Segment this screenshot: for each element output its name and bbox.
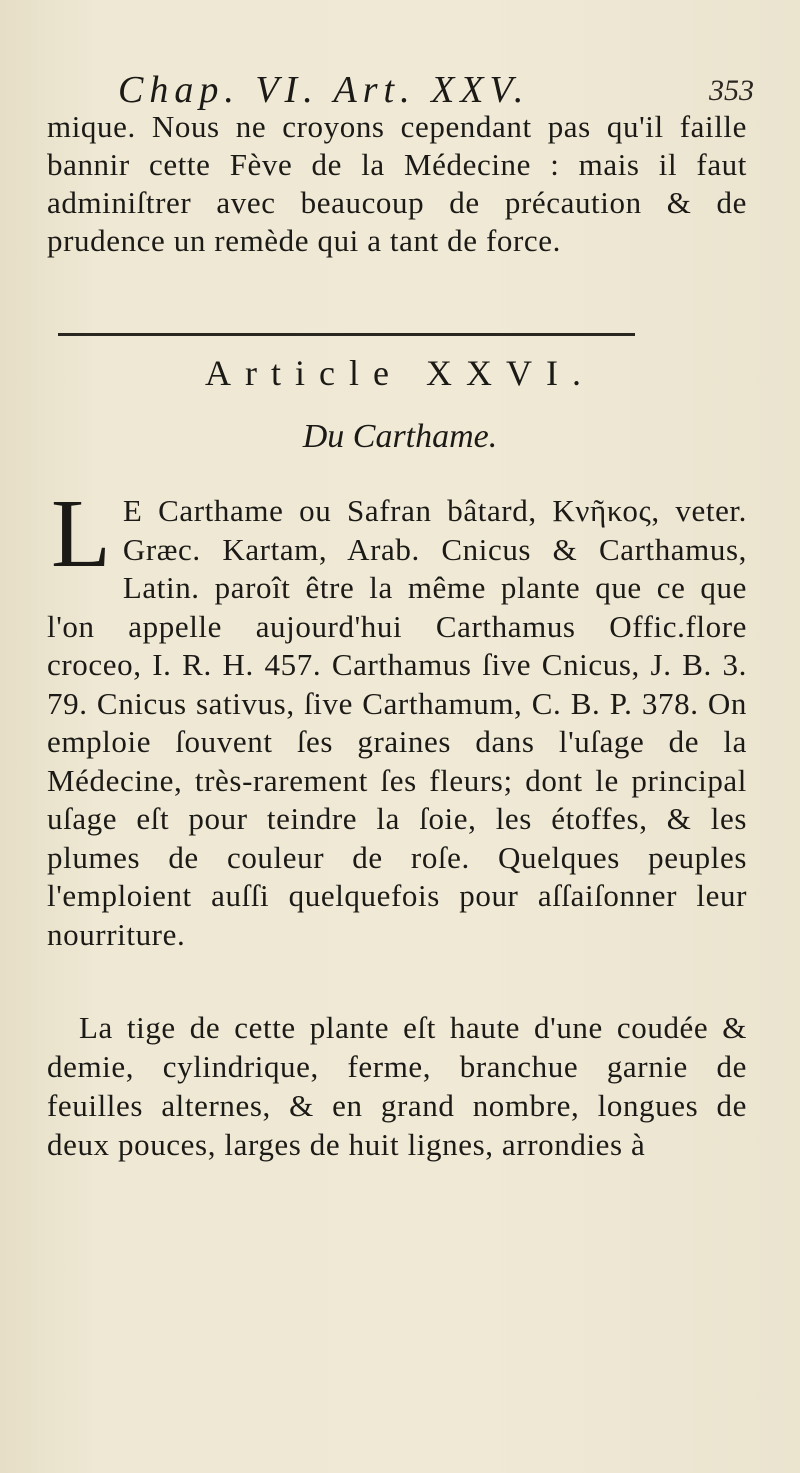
article-subtitle: Du Carthame. (302, 418, 498, 455)
continuation-paragraph: mique. Nous ne croyons cependant pas qu'il faille bannir cette Fève de la Médecine : mais il faut adminiſtrer avec beaucoup de précaution & de prudence un remède qui a tant de force. (47, 109, 747, 258)
drop-cap: L (51, 480, 111, 588)
section-divider (58, 333, 635, 336)
running-head: Chap. VI. Art. XXV. (118, 69, 530, 111)
article-heading: Article XXVI. (205, 353, 595, 393)
intro-text: E Carthame ou Safran bâtard, Κνῆκος, veter. Græc. Kartam, Arab. Cnicus & Carthamus, Latin. paroît être la même plante que ce que l'on appelle aujourd'hui Carthamus Offic.flore croceo, I. R. H. 457. Carthamus ſive Cnicus, J. B. 3. 79. Cnicus sativus, ſive Carthamum, C. B. P. 378. On emploie ſouvent ſes graines dans l'uſage de la Médecine, très-rarement ſes fleurs; dont le principal uſage eſt pour teindre la ſoie, les étoffes, & les plumes de couleur de roſe. Quelques peuples l'emploient auſſi quelquefois pour aſſaiſonner leur nourriture. (47, 493, 747, 952)
page-number: 353 (709, 74, 754, 107)
description-paragraph: La tige de cette plante eſt haute d'une coudée & demie, cylindrique, ferme, branchue garnie de feuilles alternes, & en grand nombre, longues de deux pouces, larges de huit lignes, arrondies à (47, 1010, 747, 1162)
intro-paragraph (47, 480, 747, 954)
